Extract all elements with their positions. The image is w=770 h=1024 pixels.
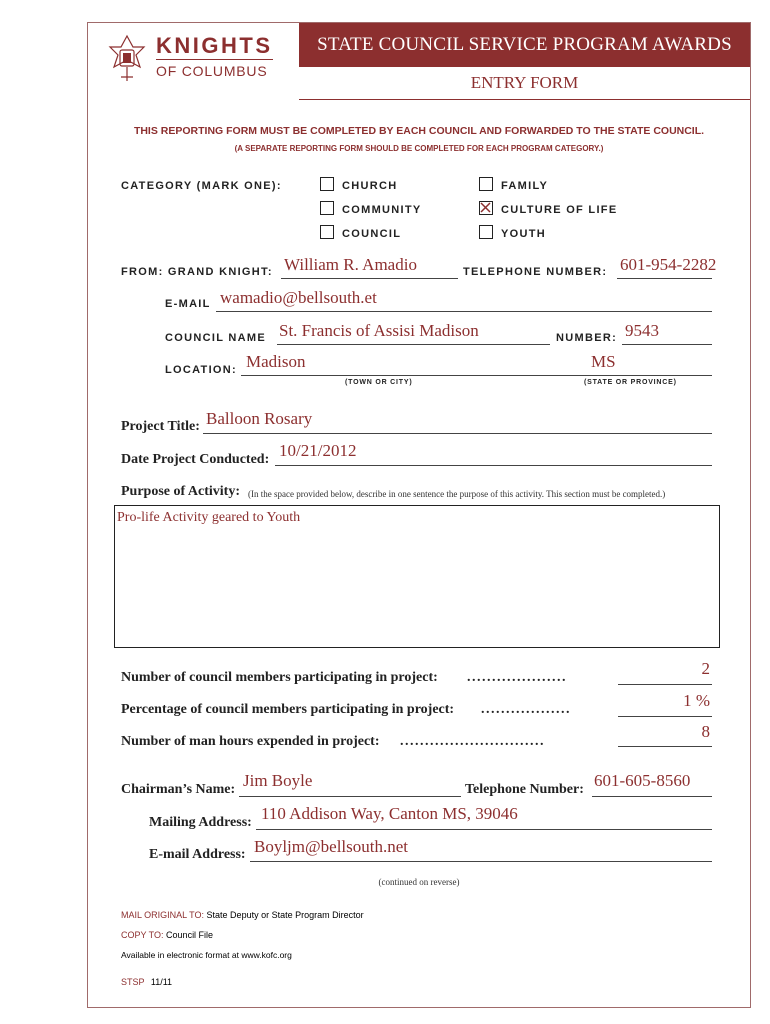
instructions-line-1: THIS REPORTING FORM MUST BE COMPLETED BY EACH COUNCIL AND FORWARDED TO THE STATE COUNCIL. bbox=[133, 125, 705, 137]
hours-field[interactable]: 8 bbox=[701, 722, 710, 741]
council-name-line bbox=[277, 344, 550, 345]
telephone-field[interactable]: 601-954-2282 bbox=[620, 255, 717, 274]
form-title: STATE COUNCIL SERVICE PROGRAM AWARDS bbox=[299, 23, 750, 67]
form-subtitle: ENTRY FORM bbox=[299, 67, 750, 100]
chairman-name-line bbox=[239, 796, 461, 797]
purpose-text: Pro-life Activity geared to Youth bbox=[117, 510, 301, 525]
checkbox-youth-label: YOUTH bbox=[501, 228, 546, 240]
chairman-phone-field[interactable]: 601-605-8560 bbox=[594, 771, 691, 790]
form-code-date: 11/11 bbox=[150, 977, 173, 987]
email-label: E-MAIL bbox=[165, 298, 211, 310]
mail-to-value: State Deputy or State Program Director bbox=[206, 910, 364, 920]
kofc-logo bbox=[106, 33, 286, 93]
mailing-address-field[interactable]: 110 Addison Way, Canton MS, 39046 bbox=[261, 804, 518, 823]
mailing-address-line bbox=[256, 829, 712, 830]
hours-label: Number of man hours expended in project: bbox=[121, 734, 380, 749]
council-number-label: NUMBER: bbox=[556, 332, 618, 344]
electronic-format-note: Available in electronic format at www.kofc.org bbox=[121, 950, 292, 960]
copy-to-label: COPY TO: bbox=[121, 930, 164, 940]
grand-knight-label: FROM: GRAND KNIGHT: bbox=[121, 266, 273, 278]
hours-line bbox=[618, 746, 712, 747]
members-field[interactable]: 2 bbox=[701, 659, 710, 678]
checkbox-church-label: CHURCH bbox=[342, 180, 398, 192]
chairman-phone-label: Telephone Number: bbox=[465, 782, 584, 797]
members-dots: .................... bbox=[467, 670, 567, 685]
chairman-email-line bbox=[250, 861, 712, 862]
checkbox-council[interactable] bbox=[320, 225, 334, 239]
email-field[interactable]: wamadio@bellsouth.et bbox=[220, 288, 377, 307]
telephone-label: TELEPHONE NUMBER: bbox=[463, 266, 608, 278]
checkbox-culture-of-life[interactable] bbox=[479, 201, 493, 215]
percent-field[interactable]: 1 % bbox=[683, 691, 710, 710]
checkbox-community[interactable] bbox=[320, 201, 334, 215]
project-title-line bbox=[203, 433, 712, 434]
checkbox-culture-of-life-label: CULTURE OF LIFE bbox=[501, 204, 618, 216]
members-line bbox=[618, 684, 712, 685]
project-date-field[interactable]: 10/21/2012 bbox=[279, 441, 357, 460]
form-code bbox=[121, 977, 172, 987]
mail-to-row bbox=[121, 910, 364, 920]
copy-to-row bbox=[121, 930, 213, 940]
purpose-textarea[interactable] bbox=[114, 505, 720, 648]
members-label: Number of council members participating in project: bbox=[121, 670, 438, 685]
checkbox-family-label: FAMILY bbox=[501, 180, 549, 192]
town-caption: (TOWN OR CITY) bbox=[345, 379, 413, 386]
category-label: CATEGORY (MARK ONE): bbox=[121, 180, 282, 192]
state-caption: (STATE OR PROVINCE) bbox=[584, 379, 677, 386]
purpose-label: Purpose of Activity: bbox=[121, 484, 240, 499]
chairman-email-field[interactable]: Boyljm@bellsouth.net bbox=[254, 837, 409, 856]
council-name-field[interactable]: St. Francis of Assisi Madison bbox=[279, 321, 479, 340]
chairman-email-label: E-mail Address: bbox=[149, 847, 246, 862]
project-date-label: Date Project Conducted: bbox=[121, 452, 270, 467]
council-number-field[interactable]: 9543 bbox=[625, 321, 659, 340]
telephone-line bbox=[617, 278, 712, 279]
form-code-label: STSP bbox=[121, 977, 145, 987]
grand-knight-field[interactable]: William R. Amadio bbox=[284, 255, 417, 274]
chairman-name-label: Chairman’s Name: bbox=[121, 782, 236, 797]
check-x-icon bbox=[480, 202, 491, 213]
percent-dots: .................. bbox=[481, 702, 571, 717]
form-header bbox=[88, 23, 750, 99]
logo-wordmark bbox=[156, 33, 273, 80]
purpose-note: (In the space provided below, describe in one sentence the purpose of this activity. This section must be completed.) bbox=[248, 489, 666, 499]
project-date-line bbox=[275, 465, 712, 466]
checkbox-family[interactable] bbox=[479, 177, 493, 191]
location-line bbox=[241, 375, 712, 376]
location-city-field[interactable]: Madison bbox=[246, 352, 306, 371]
mail-to-label: MAIL ORIGINAL TO: bbox=[121, 910, 205, 920]
hours-dots: ............................. bbox=[400, 734, 545, 749]
chairman-name-field[interactable]: Jim Boyle bbox=[243, 771, 313, 790]
logo-line-1: KNIGHTS bbox=[156, 33, 273, 58]
kofc-emblem-icon bbox=[106, 33, 148, 85]
email-line bbox=[216, 311, 712, 312]
checkbox-council-label: COUNCIL bbox=[342, 228, 402, 240]
checkbox-youth[interactable] bbox=[479, 225, 493, 239]
logo-line-2: OF COLUMBUS bbox=[156, 59, 273, 80]
council-name-label: COUNCIL NAME bbox=[165, 332, 266, 344]
chairman-phone-line bbox=[592, 796, 712, 797]
mailing-address-label: Mailing Address: bbox=[149, 815, 252, 830]
location-state-field[interactable]: MS bbox=[591, 352, 616, 371]
continued-note: (continued on reverse) bbox=[378, 877, 460, 887]
checkbox-community-label: COMMUNITY bbox=[342, 204, 422, 216]
location-label: LOCATION: bbox=[165, 364, 237, 376]
percent-label: Percentage of council members participating in project: bbox=[121, 702, 455, 717]
copy-to-value: Council File bbox=[166, 930, 214, 940]
council-number-line bbox=[622, 344, 712, 345]
grand-knight-line bbox=[281, 278, 458, 279]
project-title-label: Project Title: bbox=[121, 419, 200, 434]
percent-line bbox=[618, 716, 712, 717]
instructions-line-2: (A SEPARATE REPORTING FORM SHOULD BE COMPLETED FOR EACH PROGRAM CATEGORY.) bbox=[234, 144, 604, 153]
project-title-field[interactable]: Balloon Rosary bbox=[206, 409, 313, 428]
checkbox-church[interactable] bbox=[320, 177, 334, 191]
